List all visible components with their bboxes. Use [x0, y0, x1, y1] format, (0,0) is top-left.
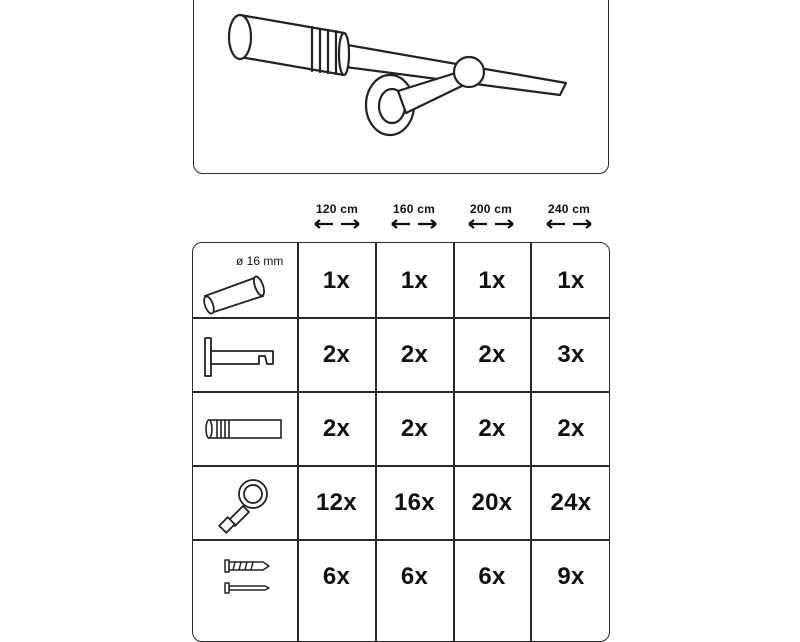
length-label: 240 cm [548, 202, 590, 216]
column-header-2 [375, 202, 453, 229]
quantity: 2x [478, 341, 506, 368]
length-arrows-icon [313, 219, 361, 229]
quantity: 16x [394, 489, 435, 516]
qty-cell [531, 392, 610, 466]
quantity: 1x [557, 266, 585, 294]
qty-cell [298, 540, 375, 614]
length-arrows-icon [467, 219, 515, 229]
quantity: 20x [471, 489, 513, 516]
qty-cell [298, 243, 375, 318]
qty-cell [376, 392, 453, 466]
quantity: 12x [316, 489, 357, 516]
qty-cell [531, 540, 610, 614]
ring-icon [193, 466, 298, 540]
diameter-label: ø 16 mm [236, 254, 284, 268]
bracket-icon [193, 318, 298, 392]
item-cell-finial [193, 392, 298, 466]
item-cell-bracket [193, 318, 298, 392]
qty-cell [531, 243, 610, 318]
quantity: 6x [400, 563, 429, 590]
quantity: 2x [478, 415, 506, 442]
item-cell-ring [193, 466, 298, 540]
finial-icon [193, 392, 298, 466]
qty-cell [376, 243, 453, 318]
qty-cell [298, 318, 375, 392]
length-arrows-icon [545, 219, 593, 229]
qty-cell [454, 540, 530, 614]
contents-table [192, 242, 610, 642]
qty-cell [454, 466, 530, 540]
item-cell-screws [193, 540, 298, 614]
quantity: 24x [550, 489, 592, 516]
mounted-rod-illustration [194, 0, 609, 174]
qty-cell [298, 466, 375, 540]
quantity: 2x [322, 341, 351, 368]
qty-cell [454, 243, 530, 318]
product-illustration [193, 0, 609, 174]
quantity: 6x [322, 563, 351, 590]
column-header-1 [298, 202, 376, 229]
length-label: 160 cm [393, 202, 435, 216]
qty-cell [376, 466, 453, 540]
screw-plug-icon [193, 540, 298, 614]
item-cell-rod [193, 243, 298, 318]
quantity: 2x [322, 415, 351, 442]
quantity: 1x [478, 266, 506, 294]
column-header-4 [530, 202, 608, 229]
length-label: 120 cm [316, 202, 358, 216]
qty-cell [376, 540, 453, 614]
length-label: 200 cm [470, 202, 512, 216]
qty-cell [298, 392, 375, 466]
length-arrows-icon [390, 219, 438, 229]
quantity: 2x [557, 415, 585, 442]
quantity: 6x [478, 563, 506, 590]
column-header-3 [452, 202, 530, 229]
quantity: 2x [400, 341, 429, 368]
qty-cell [531, 318, 610, 392]
qty-cell [454, 318, 530, 392]
qty-cell [376, 318, 453, 392]
quantity: 1x [400, 266, 429, 294]
quantity: 2x [400, 415, 429, 442]
qty-cell [454, 392, 530, 466]
quantity: 3x [557, 341, 585, 368]
quantity: 1x [322, 266, 351, 294]
quantity: 9x [557, 563, 585, 590]
qty-cell [531, 466, 610, 540]
